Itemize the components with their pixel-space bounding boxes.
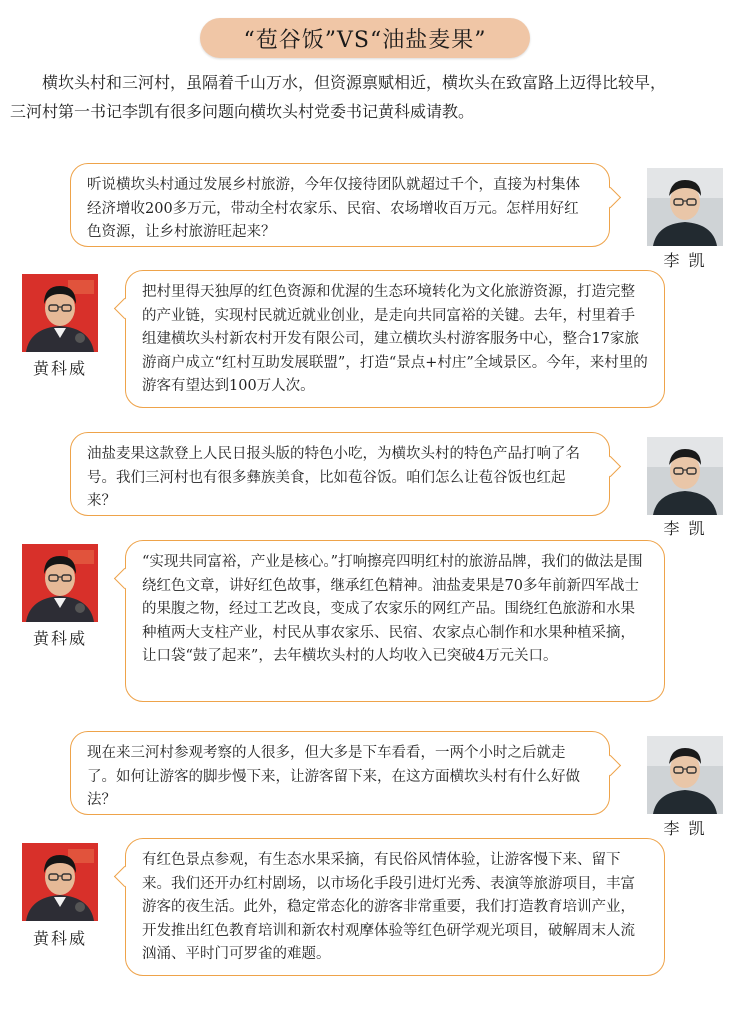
- question-bubble-2: 油盐麦果这款登上人民日报头版的特色小吃，为横坎头村的特色产品打响了名号。我们三河村也有很多彝族美食，比如苞谷饭。咱们怎么让苞谷饭也红起来？: [70, 432, 610, 516]
- avatar-huang-kewei-2: [22, 544, 98, 622]
- answer-bubble-3: 有红色景点参观，有生态水果采摘，有民俗风情体验，让游客慢下来、留下来。我们还开办红村剧场，以市场化手段引进灯光秀、表演等旅游项目，丰富游客的夜生活。此外，稳定常态化的游客非常重要，我们打造教育培训产业，开发推出红色教育培训和新农村观摩体验等红色研学观光项目，破解周末人流汹涌、平时门可罗雀的难题。: [125, 838, 665, 976]
- speaker-name-huang-kewei-3: 黄科威: [32, 929, 87, 948]
- avatar-li-kai-2: [647, 437, 723, 515]
- intro-paragraph: [10, 68, 748, 126]
- portrait-li-kai-icon: [647, 736, 723, 814]
- portrait-li-kai-icon: [647, 437, 723, 515]
- question-bubble-1: 听说横坎头村通过发展乡村旅游，今年仅接待团队就超过千个，直接为村集体经济增收200多万元，带动全村农家乐、民宿、农场增收百万元。怎样用好红色资源，让乡村旅游旺起来？: [70, 163, 610, 247]
- avatar-huang-kewei-1: [22, 274, 98, 352]
- avatar-li-kai-3: [647, 736, 723, 814]
- portrait-huang-kewei-icon: [22, 274, 98, 352]
- speaker-name-huang-kewei-2: 黄科威: [32, 629, 87, 648]
- speaker-name-huang-kewei-1: 黄科威: [32, 359, 87, 378]
- intro-line-2: 三河村第一书记李凯有很多问题向横坎头村党委书记黄科威请教。: [10, 102, 475, 121]
- avatar-huang-kewei-3: [22, 843, 98, 921]
- avatar-li-kai-1: [647, 168, 723, 246]
- speaker-name-li-kai-3: 李 凯: [663, 819, 707, 838]
- speaker-name-li-kai-2: 李 凯: [663, 519, 707, 538]
- page-title: “苞谷饭”VS“油盐麦果”: [200, 18, 530, 58]
- speaker-name-li-kai-1: 李 凯: [663, 251, 707, 270]
- portrait-li-kai-icon: [647, 168, 723, 246]
- answer-bubble-1: 把村里得天独厚的红色资源和优渥的生态环境转化为文化旅游资源，打造完整的产业链，实现村民就近就业创业，是走向共同富裕的关键。去年，村里着手组建横坎头村新农村开发有限公司，建立横坎头村游客服务中心，整合17家旅游商户成立“红村互助发展联盟”，打造“景点+村庄”全域景区。今年，来村里的游客有望达到100万人次。: [125, 270, 665, 408]
- portrait-huang-kewei-icon: [22, 843, 98, 921]
- portrait-huang-kewei-icon: [22, 544, 98, 622]
- answer-bubble-2: “实现共同富裕，产业是核心。”打响擦亮四明红村的旅游品牌，我们的做法是围绕红色文章，讲好红色故事，继承红色精神。油盐麦果是70多年前新四军战士的果腹之物，经过工艺改良，变成了农家乐的网红产品。围绕红色旅游和水果种植两大支柱产业，村民从事农家乐、民宿、农家点心制作和水果种植采摘，让口袋“鼓了起来”，去年横坎头村的人均收入已突破4万元关口。: [125, 540, 665, 702]
- question-bubble-3: 现在来三河村参观考察的人很多，但大多是下车看看，一两个小时之后就走了。如何让游客的脚步慢下来，让游客留下来，在这方面横坎头村有什么好做法？: [70, 731, 610, 815]
- intro-line-1: 横坎头村和三河村，虽隔着千山万水，但资源禀赋相近，横坎头在致富路上迈得比较早，: [42, 73, 667, 92]
